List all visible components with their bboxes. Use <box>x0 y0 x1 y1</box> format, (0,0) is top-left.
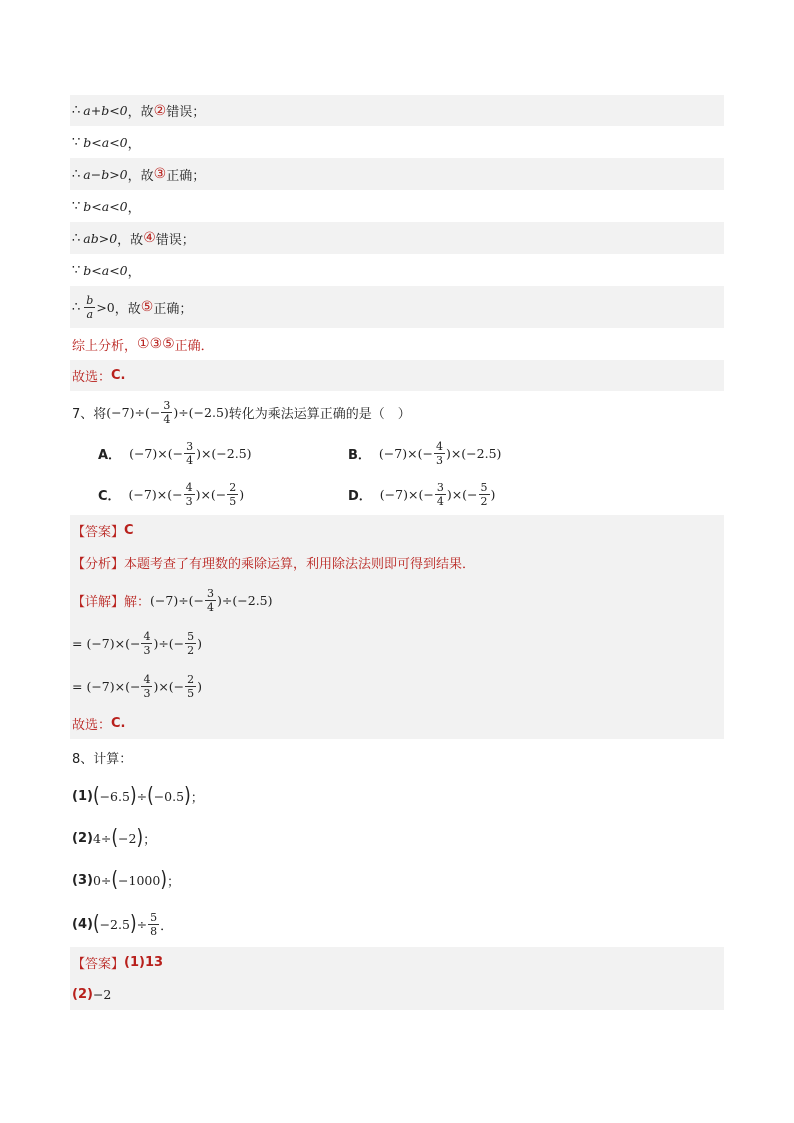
solution-step <box>70 665 724 708</box>
answer-value: −2 <box>92 986 112 1002</box>
solution-step <box>70 622 724 665</box>
math-expression: ) <box>197 636 203 651</box>
therefore-symbol: ∴ <box>72 166 81 182</box>
fraction-numerator: 4 <box>143 630 151 643</box>
math-expression: b<a<0 <box>83 134 128 150</box>
fraction-denominator: 2 <box>187 644 195 657</box>
fraction <box>141 630 152 657</box>
item-label: (1) <box>72 788 93 804</box>
fraction-numerator: 2 <box>229 480 237 494</box>
answer-tag: 【答案】 <box>72 957 125 972</box>
analysis-line <box>70 546 724 578</box>
math-expression: 4÷ <box>92 830 112 846</box>
question-7-options <box>70 433 724 515</box>
option-label: D． <box>348 488 372 504</box>
math-expression: ab>0 <box>83 230 118 246</box>
because-symbol: ∵ <box>72 134 81 150</box>
text: ，故 <box>114 301 141 317</box>
text: 解： <box>124 594 151 610</box>
math-expression: −6.5 <box>99 788 130 804</box>
text: 错误； <box>155 232 195 248</box>
text: 将 <box>93 406 107 422</box>
fraction <box>184 440 195 467</box>
math-expression: )÷(−2.5) <box>173 404 229 420</box>
math-expression: )×(−2.5) <box>445 445 502 461</box>
math-operator: ÷ <box>136 788 148 804</box>
math-expression: )×(−2.5) <box>196 445 252 461</box>
text: 故选： <box>72 370 112 385</box>
option-a[interactable] <box>98 435 252 471</box>
fraction <box>141 673 152 700</box>
fraction-numerator: 3 <box>163 398 171 412</box>
document-page <box>70 95 724 1010</box>
text: ； <box>190 790 204 806</box>
option-c[interactable] <box>98 476 244 512</box>
fraction <box>479 481 490 508</box>
fraction-numerator: 5 <box>187 630 195 643</box>
answer-line <box>70 947 724 978</box>
analysis-tag: 【分析】 <box>72 556 125 572</box>
answer-line <box>70 978 724 1010</box>
math-expression: ) <box>239 486 245 502</box>
fraction <box>434 440 445 467</box>
fraction <box>148 911 159 938</box>
question-8-item-4: (4) ( −2.5 ) ÷ $\frac{5}{8}$ ． <box>72 910 174 938</box>
math-expression: ) <box>197 679 203 694</box>
answer-line <box>70 515 724 546</box>
item-label: (2) <box>72 830 93 846</box>
text: ， <box>127 136 141 152</box>
fraction-denominator: 3 <box>143 644 151 657</box>
question-8-item-1: (1) ( −6.5 ) ÷ ( −0.5 ) ； <box>72 783 204 809</box>
detail-line <box>70 578 724 622</box>
math-expression: −2.5 <box>99 916 130 932</box>
fraction <box>184 481 195 508</box>
circled-numbers: ①③⑤ <box>137 336 175 352</box>
math-expression: (−7)÷(− <box>150 592 205 608</box>
solution-line <box>70 126 724 158</box>
fraction-denominator: 4 <box>186 453 194 467</box>
text: 转化为乘法运算正确的是（ ） <box>228 406 411 422</box>
option-b[interactable] <box>348 435 501 471</box>
solution-line <box>70 95 724 126</box>
fraction-numerator: 4 <box>185 480 193 494</box>
math-expression: >0 <box>96 299 115 315</box>
math-expression: −0.5 <box>153 788 185 804</box>
text: ， <box>127 200 141 216</box>
math-expression: (−7)×(− <box>128 486 183 502</box>
math-expression: b<a<0 <box>83 198 128 214</box>
question-number: 7、 <box>72 406 94 422</box>
option-label: A． <box>98 447 122 463</box>
item-label: (4) <box>72 916 93 932</box>
item-label: (3) <box>72 872 93 888</box>
text: 正确； <box>166 168 206 184</box>
solution-line <box>70 158 724 190</box>
therefore-symbol: ∴ <box>72 299 81 315</box>
text: ，故 <box>117 232 144 248</box>
question-7-stem <box>70 391 724 433</box>
math-expression: b<a<0 <box>83 262 128 278</box>
fraction-denominator: 8 <box>150 924 158 938</box>
fraction-numerator: b <box>86 293 94 307</box>
text: ， <box>127 264 141 280</box>
because-symbol: ∵ <box>72 262 81 278</box>
math-expression: = (−7)×(− <box>72 679 141 694</box>
choice-value: C. <box>111 368 126 383</box>
text: 正确； <box>153 301 193 317</box>
fraction <box>161 399 172 426</box>
text: 错误； <box>166 105 206 120</box>
fraction-numerator: 4 <box>435 439 443 453</box>
question-8-item-3: (3) 0÷ ( −1000 ) ； <box>72 867 180 893</box>
question-8-stem <box>70 739 724 775</box>
fraction-denominator: 3 <box>435 453 443 467</box>
fraction-denominator: a <box>86 307 94 321</box>
option-label: B． <box>348 447 371 463</box>
fraction <box>185 630 196 657</box>
circled-number: ④ <box>143 230 156 246</box>
fraction-numerator: 3 <box>207 586 215 600</box>
math-expression: )×(− <box>446 486 478 502</box>
therefore-symbol: ∴ <box>72 230 81 246</box>
text: 综上分析， <box>72 338 138 354</box>
text: ； <box>143 832 157 848</box>
fraction-numerator: 5 <box>150 910 158 924</box>
fraction <box>227 481 238 508</box>
question-number: 8、 <box>72 751 94 767</box>
answer-value: (1)13 <box>124 955 164 970</box>
choice-line <box>70 708 724 739</box>
math-expression: (−7)÷(− <box>106 404 161 420</box>
therefore-symbol: ∴ <box>72 103 81 118</box>
math-expression: )÷(− <box>153 636 185 651</box>
fraction-numerator: 5 <box>480 480 488 494</box>
fraction <box>185 673 196 700</box>
math-expression: (−7)×(− <box>378 445 433 461</box>
fraction <box>435 481 446 508</box>
circled-number: ③ <box>153 166 167 182</box>
math-expression: )÷(−2.5) <box>217 592 273 608</box>
fraction-denominator: 4 <box>163 412 171 426</box>
fraction-denominator: 4 <box>436 494 444 508</box>
fraction-numerator: 4 <box>143 673 151 686</box>
because-symbol: ∵ <box>72 198 81 214</box>
math-expression: = (−7)×(− <box>72 636 141 651</box>
math-expression: a+b<0 <box>83 103 128 118</box>
answer-tag: 【答案】 <box>72 525 125 540</box>
fraction-denominator: 3 <box>185 494 193 508</box>
choice-line <box>70 360 724 391</box>
fraction-denominator: 3 <box>143 687 151 700</box>
math-expression: −2 <box>118 830 137 846</box>
text: 计算： <box>93 751 133 767</box>
text: 正确． <box>174 338 214 354</box>
fraction-denominator: 4 <box>207 600 215 614</box>
math-expression: a−b>0 <box>83 166 128 182</box>
fraction-numerator: 3 <box>436 480 444 494</box>
option-d[interactable] <box>348 476 495 512</box>
math-expression: )×(− <box>153 679 185 694</box>
choice-value: C. <box>111 716 126 731</box>
math-expression: (−7)×(− <box>379 486 434 502</box>
math-expression: (−7)×(− <box>129 445 184 461</box>
text: ，故 <box>127 168 154 184</box>
detail-tag: 【详解】 <box>72 594 125 610</box>
analysis-text: 本题考查了有理数的乘除运算，利用除法法则即可得到结果． <box>124 556 476 572</box>
fraction-denominator: 2 <box>480 494 488 508</box>
option-label: C． <box>98 488 121 504</box>
math-operator: ÷ <box>136 916 148 932</box>
fraction <box>205 587 216 614</box>
fraction-denominator: 5 <box>187 687 195 700</box>
fraction-numerator: 3 <box>186 439 194 453</box>
fraction-denominator: 5 <box>229 494 237 508</box>
solution-line <box>70 222 724 254</box>
circled-number: ② <box>153 102 167 119</box>
math-expression: ) <box>490 486 496 502</box>
text: ； <box>166 874 180 890</box>
fraction-numerator: 2 <box>187 673 195 686</box>
math-expression: 0÷ <box>92 872 112 888</box>
text: ，故 <box>127 105 154 120</box>
summary-line <box>70 328 724 360</box>
text: ． <box>160 918 174 934</box>
answer-value: C <box>124 523 134 538</box>
text: 故选： <box>72 718 112 733</box>
math-expression: )×(− <box>195 486 227 502</box>
circled-number: ⑤ <box>140 299 154 315</box>
answer-label: (2) <box>72 986 93 1002</box>
math-expression: −1000 <box>118 872 161 888</box>
solution-line <box>70 254 724 286</box>
question-8-item-2: (2) 4÷ ( −2 ) ； <box>72 825 157 851</box>
solution-line <box>70 190 724 222</box>
fraction <box>84 294 95 321</box>
solution-line <box>70 286 724 328</box>
